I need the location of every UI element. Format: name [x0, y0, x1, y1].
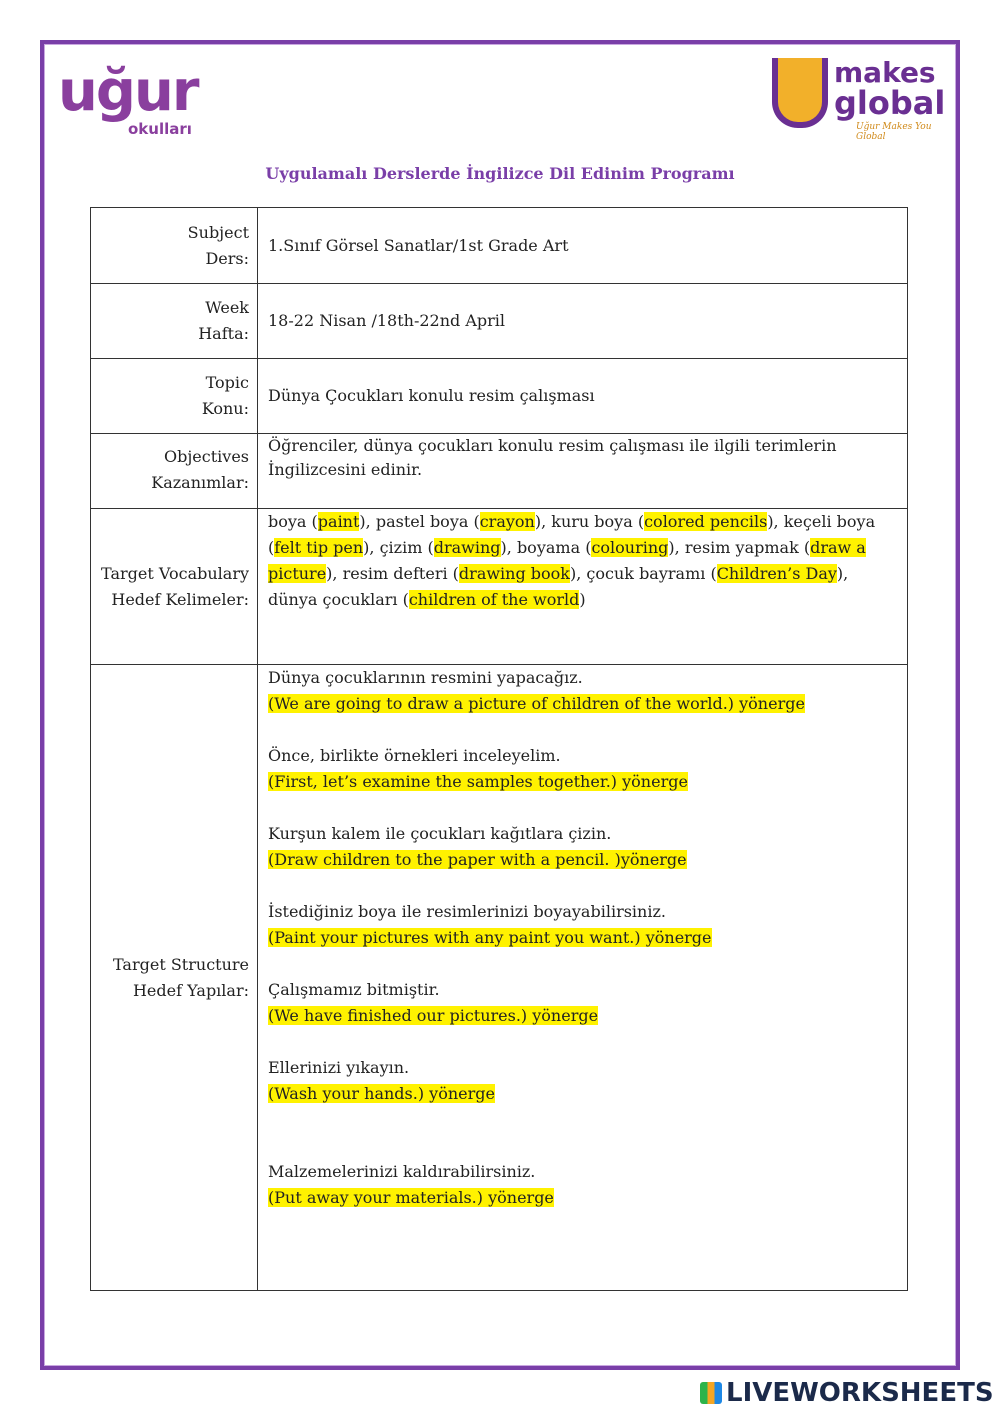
row-vocabulary	[91, 509, 908, 665]
vocab-en: drawing	[433, 538, 501, 557]
row-objectives	[91, 434, 908, 509]
vocab-en: draw a picture	[268, 538, 866, 583]
logo-tagline: Uğur Makes You Global	[856, 122, 932, 142]
structure-item: Önce, birlikte örnekleri inceleyelim. (First, let’s examine the samples together.) yönerge	[268, 746, 688, 791]
subject-label: Subject Ders:	[91, 208, 258, 284]
structure-item: Çalışmamız bitmiştir. (We have finished our pictures.) yönerge	[268, 980, 599, 1025]
row-subject	[91, 208, 908, 284]
row-topic	[91, 359, 908, 434]
structure-item: Kurşun kalem ile çocukları kağıtlara çizin. (Draw children to the paper with a pencil. )yönerge	[268, 824, 687, 869]
vocab-en: crayon	[479, 512, 535, 531]
vocab-en: children of the world	[408, 590, 580, 609]
vocab-en: colouring	[591, 538, 669, 557]
makes-global-logo	[772, 56, 947, 142]
structure-item: Dünya çocuklarının resmini yapacağız. (We are going to draw a picture of children of the world.) yönerge	[268, 668, 805, 713]
vocab-en: Children’s Day	[716, 564, 837, 583]
row-structure	[91, 665, 908, 1291]
week-label: Week Hafta:	[91, 284, 258, 359]
vocab-en: felt tip pen	[274, 538, 364, 557]
ugur-logo	[58, 60, 208, 140]
structure-item: Malzemelerinizi kaldırabilirsiniz. (Put away your materials.) yönerge	[268, 1162, 554, 1207]
u-logo-icon	[772, 58, 828, 128]
vocabulary-value: boya (paint), pastel boya (crayon), kuru boya (colored pencils), keçeli boya (felt tip pen), çizim (drawing), boyama (colouring), resim yapmak (draw a picture), resim defteri (drawing book), çocuk bayramı (Children’s Day), dünya çocukları (children of the world)	[258, 509, 908, 665]
liveworksheets-watermark: LIVEWORKSHEETS	[700, 1378, 994, 1408]
week-value: 18-22 Nisan /18th-22nd April	[258, 284, 908, 359]
logo-global: global	[834, 84, 946, 122]
vocabulary-label: Target Vocabulary Hedef Kelimeler:	[91, 509, 258, 665]
objectives-label: Objectives Kazanımlar:	[91, 434, 258, 509]
subject-value: 1.Sınıf Görsel Sanatlar/1st Grade Art	[258, 208, 908, 284]
structure-value	[258, 665, 908, 1291]
structure-item: Ellerinizi yıkayın. (Wash your hands.) yönerge	[268, 1058, 495, 1103]
liveworksheets-icon	[700, 1382, 722, 1404]
topic-value: Dünya Çocukları konulu resim çalışması	[258, 359, 908, 434]
objectives-value: Öğrenciler, dünya çocukları konulu resim çalışması ile ilgili terimlerin İngilizcesini edinir.	[258, 434, 908, 509]
vocab-en: drawing book	[458, 564, 570, 583]
structure-item: İstediğiniz boya ile resimlerinizi boyayabilirsiniz. (Paint your pictures with any paint you want.) yönerge	[268, 902, 712, 947]
topic-label: Topic Konu:	[91, 359, 258, 434]
vocab-en: colored pencils	[644, 512, 768, 531]
vocab-en: paint	[317, 512, 360, 531]
ugur-wordmark: uğur	[58, 59, 198, 124]
logo-makes: makes	[834, 56, 936, 89]
row-week	[91, 284, 908, 359]
program-table	[90, 207, 908, 1291]
page-title: Uygulamalı Derslerde İngilizce Dil Edinim Programı	[265, 164, 735, 183]
ugur-sub: okulları	[128, 120, 192, 138]
structure-label: Target Structure Hedef Yapılar:	[91, 665, 258, 1291]
